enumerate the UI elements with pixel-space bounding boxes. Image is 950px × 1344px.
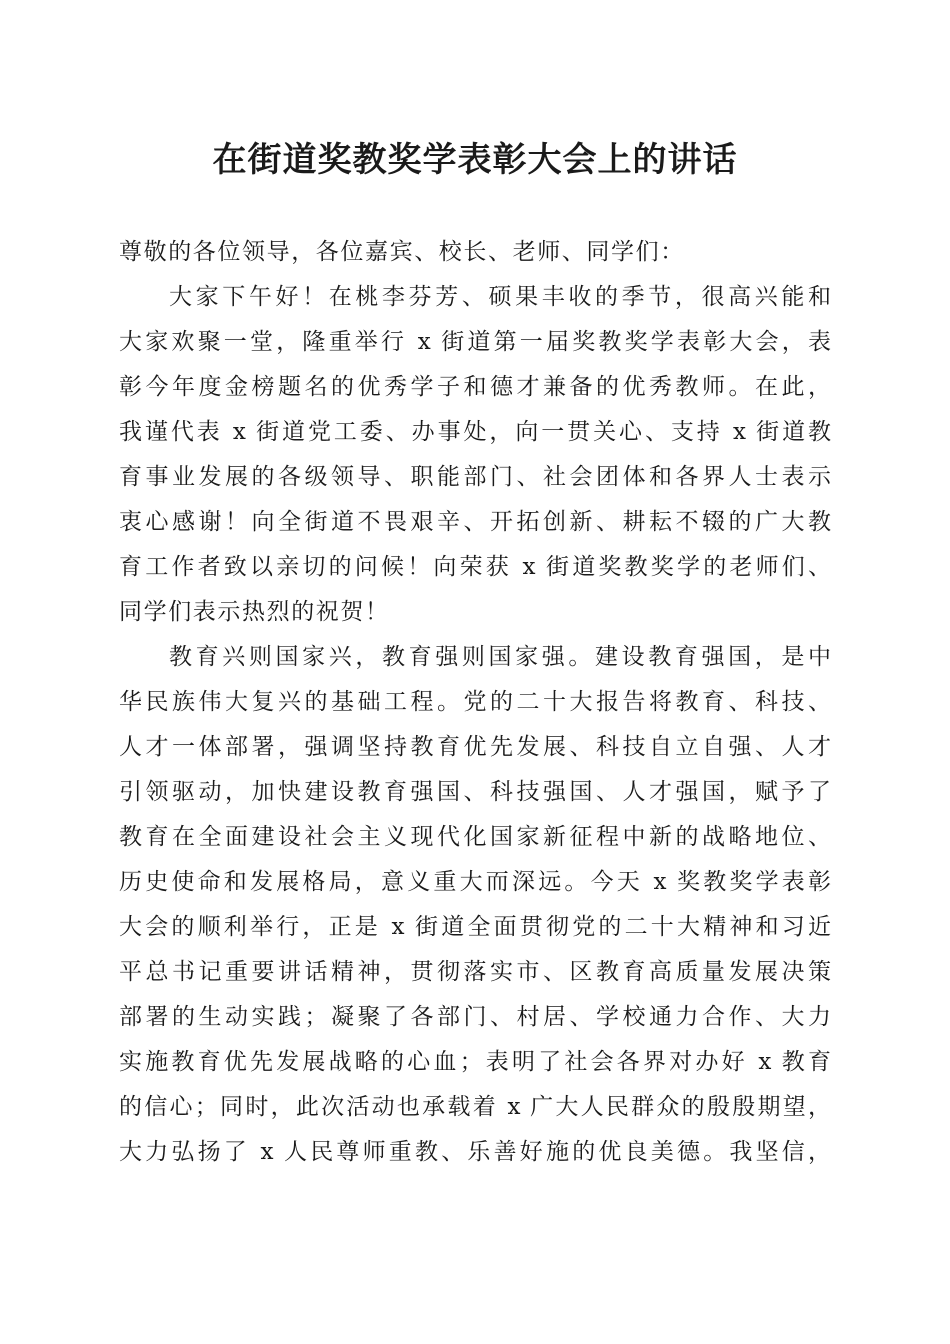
text-line: 育工作者致以亲切的问候！向荣获 x 街道奖教奖学的老师们、 [119, 554, 831, 580]
text-line: 衷心感谢！向全街道不畏艰辛、开拓创新、耕耘不辍的广大教 [119, 509, 831, 535]
text-line: 实施教育优先发展战略的心血；表明了社会各界对办好 x 教育 [119, 1049, 831, 1075]
paragraph-2 [119, 635, 831, 1175]
text-line: 大力弘扬了 x 人民尊师重教、乐善好施的优良美德。我坚信， [119, 1139, 831, 1165]
salutation: 尊敬的各位领导，各位嘉宾、校长、老师、同学们： [119, 239, 685, 265]
text-line: 的信心；同时，此次活动也承载着 x 广大人民群众的殷殷期望， [119, 1094, 831, 1120]
text-line: 历史使命和发展格局，意义重大而深远。今天 x 奖教奖学表彰 [119, 869, 831, 895]
text-line: 平总书记重要讲话精神，贯彻落实市、区教育高质量发展决策 [119, 959, 831, 985]
text-line: 教育兴则国家兴，教育强则国家强。建设教育强国，是中 [169, 644, 831, 670]
text-line: 彰今年度金榜题名的优秀学子和德才兼备的优秀教师。在此， [119, 374, 831, 400]
text-line: 人才一体部署，强调坚持教育优先发展、科技自立自强、人才 [119, 734, 831, 760]
text-line: 大会的顺利举行，正是 x 街道全面贯彻党的二十大精神和习近 [119, 914, 831, 940]
text-line: 同学们表示热烈的祝贺！ [119, 599, 390, 625]
paragraph-1 [119, 275, 831, 635]
document-body [119, 230, 831, 1175]
text-line: 部署的生动实践；凝聚了各部门、村居、学校通力合作、大力 [119, 1004, 831, 1030]
text-line: 育事业发展的各级领导、职能部门、社会团体和各界人士表示 [119, 464, 831, 490]
document-title: 在街道奖教奖学表彰大会上的讲话 [212, 140, 738, 180]
text-line: 华民族伟大复兴的基础工程。党的二十大报告将教育、科技、 [119, 689, 831, 715]
text-line: 大家欢聚一堂，隆重举行 x 街道第一届奖教奖学表彰大会，表 [119, 329, 831, 355]
text-line: 教育在全面建设社会主义现代化国家新征程中新的战略地位、 [119, 824, 831, 850]
text-line: 引领驱动，加快建设教育强国、科技强国、人才强国，赋予了 [119, 779, 831, 805]
text-line: 大家下午好！在桃李芬芳、硕果丰收的季节，很高兴能和 [169, 284, 831, 310]
text-line: 我谨代表 x 街道党工委、办事处，向一贯关心、支持 x 街道教 [119, 419, 831, 445]
